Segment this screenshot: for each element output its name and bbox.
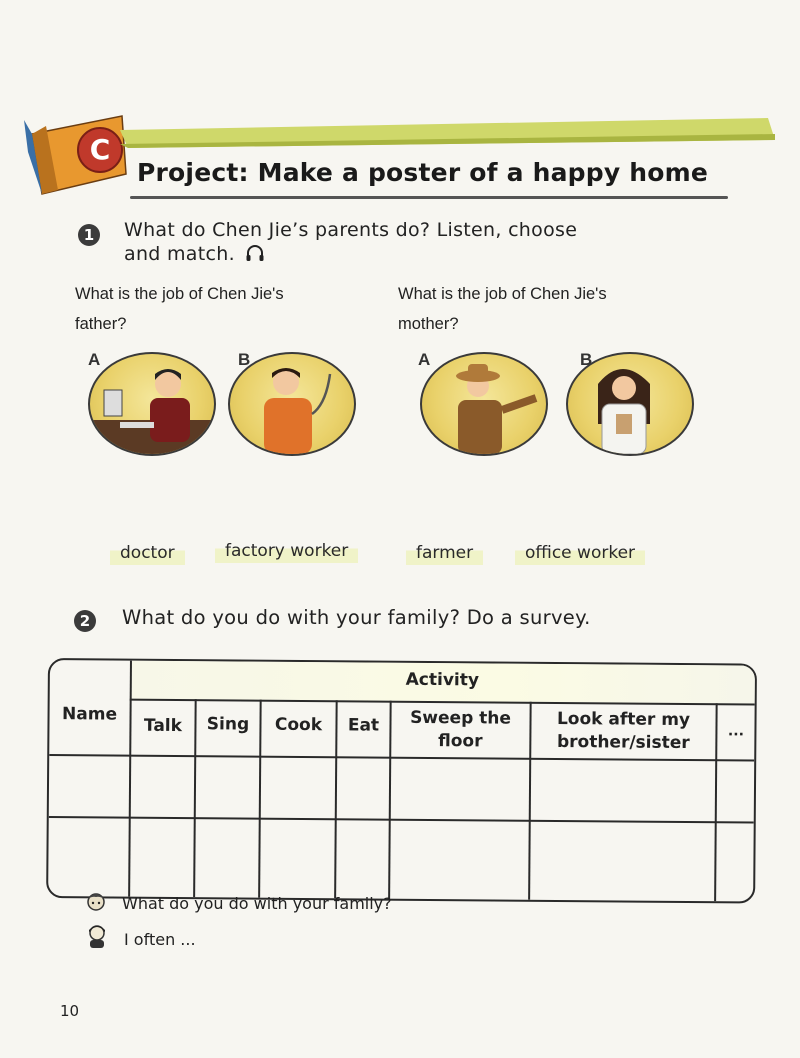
col-header-name: Name — [61, 704, 118, 725]
task2-instruction: What do you do with your family? Do a survey. — [122, 606, 591, 629]
col-group-header-activity: Activity — [405, 669, 480, 691]
father-option-b-image[interactable] — [228, 352, 356, 456]
father-option-a-label: A — [88, 350, 101, 369]
father-question-line2: father? — [75, 315, 127, 333]
task1-instruction-line2 — [124, 243, 265, 265]
col-header-sweep-line1: Sweep the — [410, 707, 512, 729]
mother-option-b-label: B — [580, 350, 593, 369]
child-icon — [84, 889, 108, 913]
father-option-a-image[interactable] — [88, 352, 216, 456]
page-number: 10 — [60, 1002, 80, 1020]
table-line — [49, 816, 754, 824]
mother-option-a-image[interactable] — [420, 352, 548, 456]
col-header-more: ... — [727, 723, 744, 740]
col-header-sweep-the-floor — [391, 707, 529, 754]
table-line — [49, 754, 754, 762]
dialogue-question: What do you do with your family? — [122, 894, 392, 913]
survey-table — [46, 658, 757, 904]
title-underline — [130, 196, 728, 199]
table-line — [128, 661, 132, 897]
col-header-sing: Sing — [206, 714, 250, 735]
col-header-eat: Eat — [347, 715, 380, 736]
col-header-sweep-line2: floor — [438, 731, 483, 752]
task1-instruction-line2-text: and match. — [124, 243, 235, 265]
mother-question-line2: mother? — [398, 315, 459, 333]
col-header-look-after — [531, 708, 715, 755]
father-question-line1: What is the job of Chen Jie's — [75, 285, 284, 303]
mother-option-b-image[interactable] — [566, 352, 694, 456]
header-bar — [120, 118, 775, 148]
mother-option-a-label: A — [418, 350, 431, 369]
word-office-worker[interactable]: office worker — [515, 541, 645, 565]
word-farmer[interactable]: farmer — [406, 541, 483, 565]
page-title: Project: Make a poster of a happy home — [137, 158, 709, 187]
mother-question-line1: What is the job of Chen Jie's — [398, 285, 607, 303]
col-header-cook: Cook — [274, 714, 323, 736]
task2-number-badge: 2 — [74, 610, 96, 632]
child-icon — [86, 923, 108, 949]
col-header-look-line1: Look after my — [556, 708, 691, 731]
word-doctor[interactable]: doctor — [110, 541, 185, 565]
dialogue-answer: I often ... — [124, 930, 196, 949]
word-factory-worker[interactable]: factory worker — [215, 539, 358, 563]
col-header-talk: Talk — [143, 715, 183, 737]
section-c-banner-icon — [22, 112, 130, 196]
headphones-icon[interactable] — [245, 244, 265, 262]
father-option-b-label: B — [238, 350, 251, 369]
task1-instruction-line1: What do Chen Jie’s parents do? Listen, choose — [124, 219, 578, 241]
section-letter: C — [89, 133, 111, 166]
task1-number-badge: 1 — [78, 224, 100, 246]
col-header-look-line2: brother/sister — [556, 732, 690, 754]
